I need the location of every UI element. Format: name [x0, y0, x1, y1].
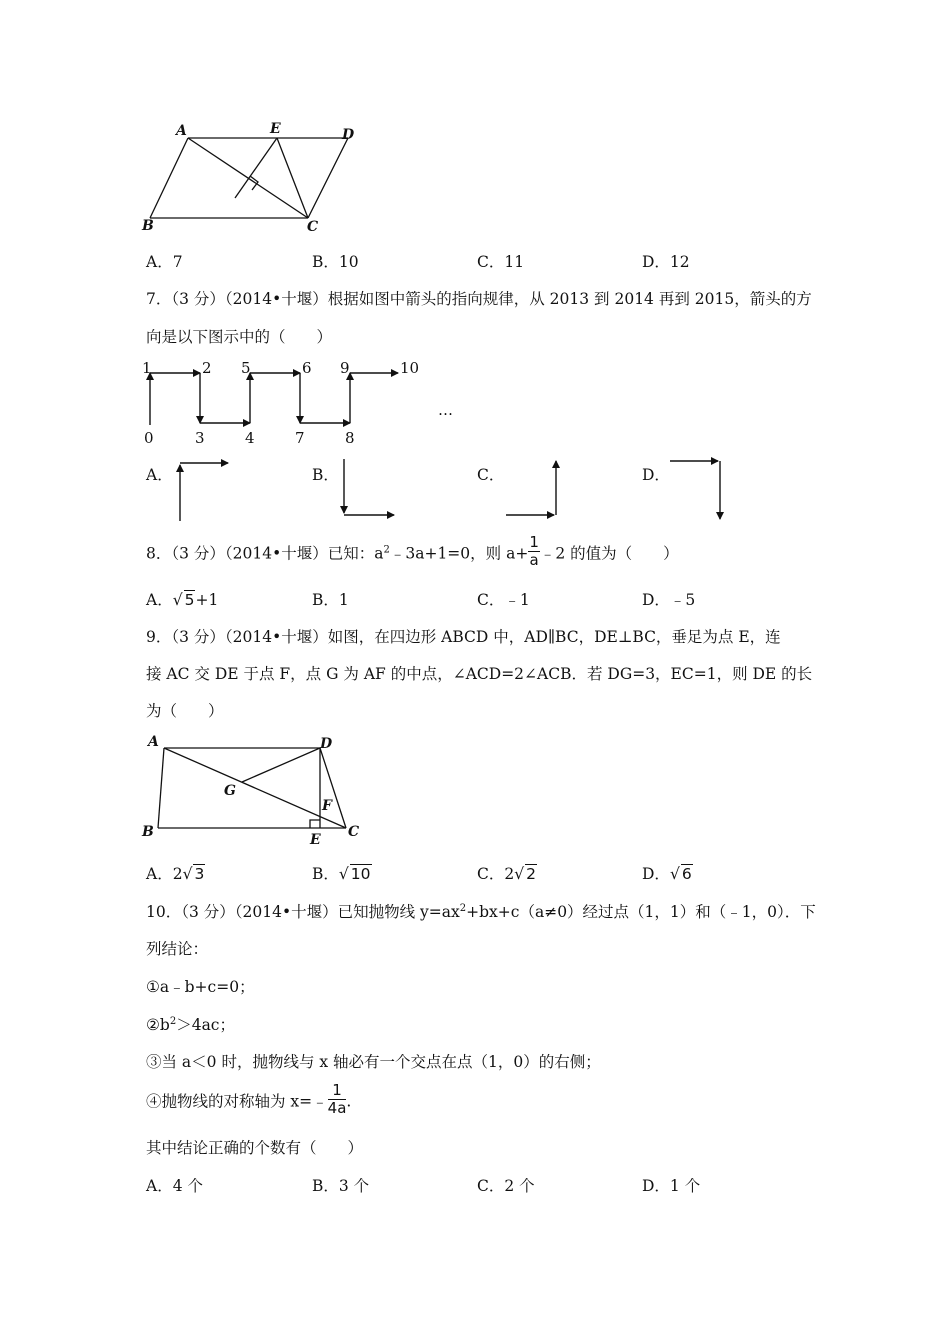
q9-option-d-sqrt: √ 6 [669, 865, 692, 883]
q10-item-3: ③当 a＜0 时，抛物线与 x 轴必有一个交点在点（1，0）的右侧； [146, 1053, 601, 1071]
q10-option-d: D．1 个 [642, 1177, 701, 1195]
q8-option-a-rad: 5 [184, 591, 195, 609]
q7-num-6: 6 [302, 359, 312, 377]
q8-option-a-sqrt: √ 5 [172, 591, 195, 609]
q9-stem-line2: 接 AC 交 DE 于点 F，点 G 为 AF 的中点，∠ACD=2∠ACB．若 DG=3，EC=1，则 DE 的长 [146, 665, 813, 683]
q8-option-c: C．﹣1 [477, 591, 530, 609]
q6-label-d: D [342, 127, 355, 143]
q9-option-a [146, 862, 205, 884]
q6-option-a: A．7 [146, 253, 183, 271]
q10-item-4-b: . [346, 1092, 352, 1111]
q6-option-d: D．12 [642, 253, 690, 271]
q9-option-a-coef: 2 [172, 865, 183, 883]
q8-stem-sup: 2 [383, 544, 390, 556]
q10-item-2-b: ＞4ac； [176, 1016, 235, 1034]
q6-figure [140, 118, 370, 238]
q9-option-c-coef: 2 [504, 865, 515, 883]
q6-label-b: B [142, 218, 154, 234]
q9-label-e: E [310, 832, 321, 848]
q8-option-d: D．﹣5 [642, 591, 696, 609]
q10-option-b: B．3 个 [312, 1177, 370, 1195]
q7-num-4: 4 [245, 429, 255, 447]
q10-option-c: C．2 个 [477, 1177, 535, 1195]
q10-item-4-fraction [328, 1082, 347, 1117]
q10-option-a: A．4 个 [146, 1177, 203, 1195]
q8-fraction [528, 534, 540, 569]
q10-item-4-a: ④抛物线的对称轴为 x=﹣ [146, 1092, 328, 1111]
q9-option-a-rad: 3 [194, 865, 205, 883]
q9-figure [140, 728, 370, 848]
q8-option-a-letter: A． [146, 591, 173, 609]
q10-item-4 [146, 1081, 352, 1117]
q10-stem-line2: 列结论： [146, 940, 209, 958]
q7-option-a-letter: A． [146, 466, 173, 484]
q9-label-c: C [348, 824, 360, 840]
q9-option-b-sqrt: √ 10 [338, 865, 371, 883]
q8-option-a [146, 588, 218, 610]
q9-stem-line1: 9．（3 分）（2014•十堰）如图，在四边形 ABCD 中，AD∥BC，DE⊥BC，垂足为点 E，连 [146, 628, 781, 646]
q7-arrow-pattern [138, 355, 478, 447]
q9-option-d-letter: D． [642, 865, 670, 883]
q7-num-0: 0 [144, 429, 154, 447]
q9-label-b: B [142, 824, 154, 840]
q9-label-g: G [224, 783, 236, 799]
q8-stem [146, 533, 679, 569]
q9-label-d: D [320, 736, 333, 752]
q9-stem-line3: 为（ ） [146, 702, 224, 720]
q10-stem-line1-sup: 2 [459, 902, 467, 914]
q9-label-f: F [322, 798, 332, 814]
q9-option-a-sqrt: √ 3 [182, 865, 205, 883]
q8-frac-num: 1 [529, 533, 539, 551]
q8-stem-mid: ﹣3a+1=0，则 a+ [389, 544, 529, 563]
q6-label-c: C [307, 219, 319, 235]
q7-num-7: 7 [295, 429, 305, 447]
q7-option-b-letter: B． [312, 466, 339, 484]
q6-label-a: A [176, 123, 187, 139]
q7-option-c-letter: C． [477, 466, 505, 484]
q7-num-9: 9 [340, 359, 350, 377]
q10-item-2 [146, 1013, 235, 1035]
q10-item-4-den: 4a [327, 1099, 347, 1117]
q10-stem-line1 [146, 900, 816, 922]
q9-option-b [312, 862, 372, 884]
q8-option-a-tail: +1 [195, 591, 219, 609]
q8-frac-den: a [529, 551, 539, 569]
q9-option-c-sqrt: √ 2 [514, 865, 537, 883]
q7-stem-line1: 7．（3 分）（2014•十堰）根据如图中箭头的指向规律，从 2013 到 2014 再到 2015，箭头的方 [146, 290, 812, 308]
q10-item-2-sup: 2 [169, 1015, 177, 1027]
q9-option-d-rad: 6 [681, 865, 692, 883]
q7-option-b-arrow [336, 455, 400, 525]
q10-item-1: ①a﹣b+c=0； [146, 978, 255, 996]
q7-option-d-arrow [668, 455, 732, 525]
q7-num-1: 1 [142, 359, 152, 377]
q9-option-d [642, 862, 693, 884]
q7-num-10: 10 [400, 359, 420, 377]
q7-option-a-arrow [170, 455, 234, 525]
q7-stem-line2: 向是以下图示中的（ ） [146, 328, 333, 346]
q10-stem-line1-b: +bx+c（a≠0）经过点（1，1）和（﹣1，0）．下 [466, 903, 816, 921]
q7-num-2: 2 [202, 359, 212, 377]
q7-num-3: 3 [195, 429, 205, 447]
q6-label-e: E [270, 121, 281, 137]
q9-option-a-letter: A． [146, 865, 173, 883]
q9-option-c-rad: 2 [526, 865, 537, 883]
q9-option-b-rad: 10 [350, 865, 371, 883]
q10-item-2-a: ②b [146, 1016, 170, 1034]
q8-option-b: B．1 [312, 591, 349, 609]
q6-option-b: B．10 [312, 253, 359, 271]
q9-option-c-letter: C． [477, 865, 505, 883]
q9-option-b-letter: B． [312, 865, 339, 883]
q7-num-5: 5 [241, 359, 251, 377]
q9-label-a: A [148, 734, 159, 750]
q8-stem-suffix: ﹣2 的值为（ ） [539, 544, 679, 563]
q7-ellipsis: … [438, 401, 453, 419]
q7-num-8: 8 [345, 429, 355, 447]
q10-question: 其中结论正确的个数有（ ） [146, 1139, 364, 1157]
q8-stem-prefix: 8．（3 分）（2014•十堰）已知：a [146, 544, 384, 563]
q7-option-d-letter: D． [642, 466, 670, 484]
q7-option-c-arrow [502, 455, 566, 525]
q6-option-c: C．11 [477, 253, 525, 271]
q10-item-4-num: 1 [328, 1082, 347, 1100]
q9-option-c [477, 862, 537, 884]
q10-stem-line1-a: 10．（3 分）（2014•十堰）已知抛物线 y=ax [146, 903, 460, 921]
